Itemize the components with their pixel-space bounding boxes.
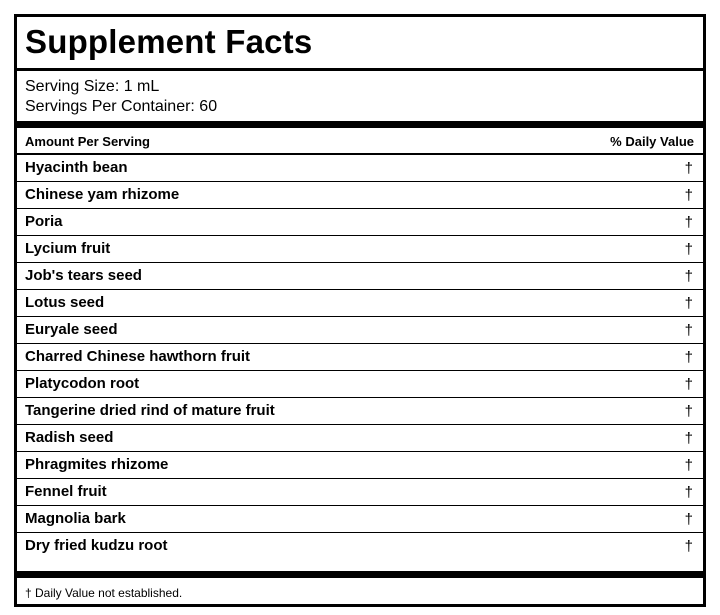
ingredient-daily-value: † [684, 349, 693, 366]
ingredient-row [17, 236, 703, 263]
ingredient-list [17, 155, 703, 559]
ingredient-daily-value: † [684, 538, 693, 555]
amount-per-serving-header: Amount Per Serving [25, 134, 150, 149]
ingredient-row [17, 452, 703, 479]
ingredient-row [17, 479, 703, 506]
ingredient-name: Radish seed [25, 429, 114, 446]
ingredient-row [17, 263, 703, 290]
ingredient-daily-value: † [684, 322, 693, 339]
ingredient-row [17, 209, 703, 236]
ingredient-name: Magnolia bark [25, 510, 126, 527]
ingredient-name: Hyacinth bean [25, 159, 128, 176]
ingredient-daily-value: † [684, 268, 693, 285]
ingredient-daily-value: † [684, 430, 693, 447]
panel-title: Supplement Facts [25, 23, 313, 60]
ingredient-row [17, 371, 703, 398]
thick-divider-bottom [17, 571, 703, 578]
ingredient-daily-value: † [684, 511, 693, 528]
ingredient-name: Fennel fruit [25, 483, 107, 500]
ingredient-row [17, 506, 703, 533]
ingredient-name: Dry fried kudzu root [25, 537, 168, 554]
ingredient-name: Phragmites rhizome [25, 456, 169, 473]
ingredient-name: Euryale seed [25, 321, 118, 338]
servings-per-container: Servings Per Container: 60 [25, 98, 218, 115]
serving-size: Serving Size: 1 mL [25, 78, 160, 95]
title-divider [17, 68, 703, 71]
footnote: † Daily Value not established. [25, 586, 183, 600]
ingredient-daily-value: † [684, 484, 693, 501]
ingredient-name: Tangerine dried rind of mature fruit [25, 402, 275, 419]
ingredient-daily-value: † [684, 187, 693, 204]
daily-value-header: % Daily Value [610, 134, 694, 149]
ingredient-daily-value: † [684, 376, 693, 393]
supplement-facts-panel [14, 14, 706, 607]
column-header-row [17, 128, 703, 155]
ingredient-daily-value: † [684, 214, 693, 231]
ingredient-daily-value: † [684, 403, 693, 420]
ingredient-name: Lotus seed [25, 294, 105, 311]
ingredient-row [17, 182, 703, 209]
ingredient-daily-value: † [684, 295, 693, 312]
ingredient-name: Poria [25, 213, 63, 230]
ingredient-row [17, 317, 703, 344]
ingredient-name: Charred Chinese hawthorn fruit [25, 348, 251, 365]
ingredient-row [17, 344, 703, 371]
ingredient-row [17, 425, 703, 452]
ingredient-name: Chinese yam rhizome [25, 186, 180, 203]
ingredient-daily-value: † [684, 160, 693, 177]
thick-divider-top [17, 121, 703, 128]
ingredient-row [17, 533, 703, 559]
ingredient-row [17, 155, 703, 182]
ingredient-name: Job's tears seed [25, 267, 142, 284]
ingredient-name: Platycodon root [25, 375, 140, 392]
ingredient-daily-value: † [684, 241, 693, 258]
ingredient-row [17, 398, 703, 425]
ingredient-daily-value: † [684, 457, 693, 474]
ingredient-name: Lycium fruit [25, 240, 111, 257]
ingredient-row [17, 290, 703, 317]
